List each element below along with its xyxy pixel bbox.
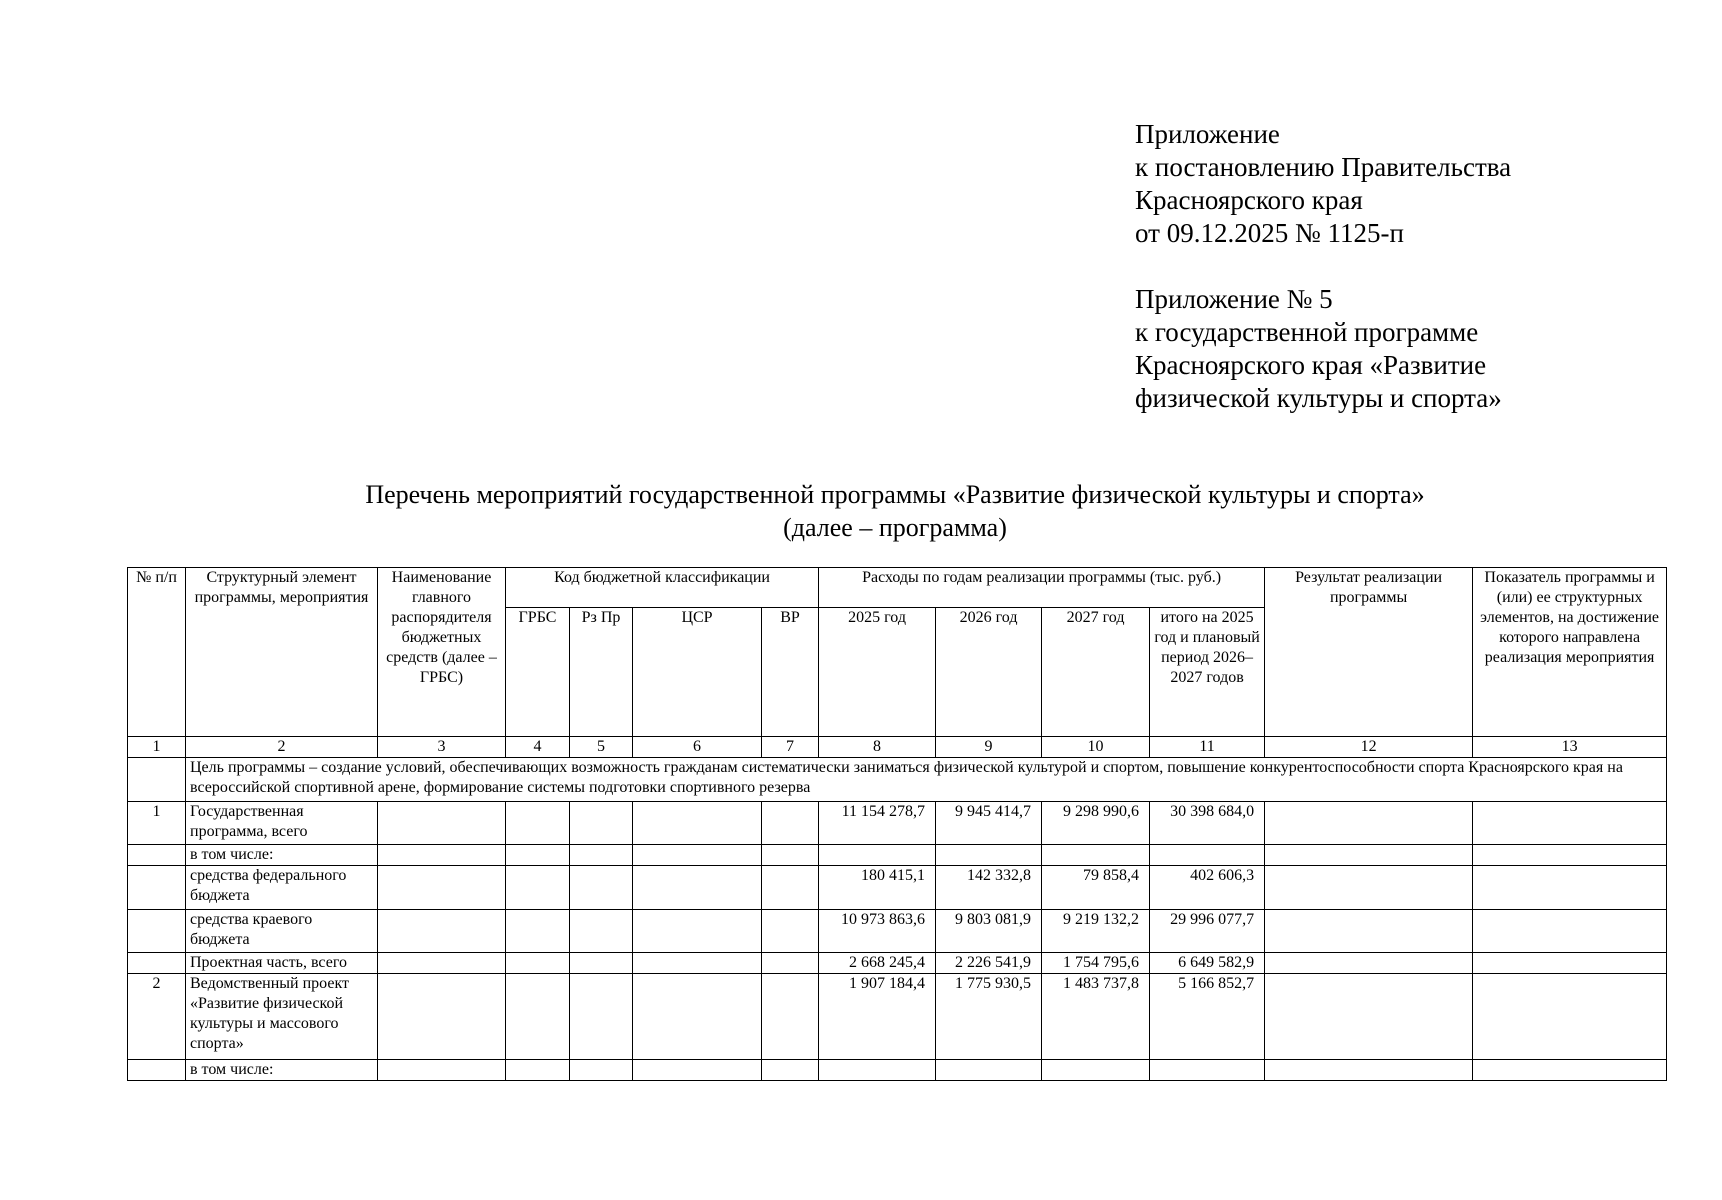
grbs-cell	[506, 801, 570, 844]
col-number: 12	[1265, 737, 1473, 758]
vr-cell	[762, 909, 819, 952]
value-2025: 11 154 278,7	[819, 801, 936, 844]
header-2025: 2025 год	[819, 608, 936, 737]
header-indicator: Показатель программы и (или) ее структурных элементов, на достижение которого направлена реализация мероприятия	[1473, 568, 1667, 737]
row-name: средства краевого бюджета	[186, 909, 378, 952]
rzpr-cell	[570, 801, 633, 844]
csr-cell	[633, 845, 762, 866]
csr-cell	[633, 1059, 762, 1080]
csr-cell	[633, 801, 762, 844]
result-cell	[1265, 909, 1473, 952]
row-name: в том числе:	[186, 845, 378, 866]
value-2026: 1 775 930,5	[936, 974, 1042, 1060]
row-name: Ведомственный проект «Развитие физической культуры и массового спорта»	[186, 974, 378, 1060]
header-2027: 2027 год	[1042, 608, 1150, 737]
indicator-cell	[1473, 974, 1667, 1060]
value-2027	[1042, 1059, 1150, 1080]
goal-row	[128, 758, 1667, 801]
value-2027: 79 858,4	[1042, 866, 1150, 909]
appendix5-line: к государственной программе	[1135, 317, 1479, 347]
indicator-cell	[1473, 845, 1667, 866]
document-subtitle: (далее – программа)	[783, 513, 1007, 542]
value-2026	[936, 1059, 1042, 1080]
result-cell	[1265, 801, 1473, 844]
value-total: 6 649 582,9	[1150, 952, 1265, 973]
row-number	[128, 1059, 186, 1080]
col-number: 13	[1473, 737, 1667, 758]
appendix-line: Приложение	[1135, 119, 1280, 149]
header-element: Структурный элемент программы, мероприятия	[186, 568, 378, 737]
appendix5-line: Приложение № 5	[1135, 284, 1333, 314]
table-row	[128, 974, 1667, 1060]
result-cell	[1265, 952, 1473, 973]
vr-cell	[762, 952, 819, 973]
header-expenses: Расходы по годам реализации программы (тыс. руб.)	[819, 568, 1265, 608]
value-total	[1150, 845, 1265, 866]
value-2025: 10 973 863,6	[819, 909, 936, 952]
table-row	[128, 801, 1667, 844]
col-number: 9	[936, 737, 1042, 758]
table-row	[128, 1059, 1667, 1080]
col-number: 2	[186, 737, 378, 758]
value-2025: 180 415,1	[819, 866, 936, 909]
header-kbk: Код бюджетной классификации	[506, 568, 819, 608]
indicator-cell	[1473, 952, 1667, 973]
value-2026: 9 945 414,7	[936, 801, 1042, 844]
indicator-cell	[1473, 1059, 1667, 1080]
row-name: в том числе:	[186, 1059, 378, 1080]
appendix-header	[1135, 118, 1511, 250]
indicator-cell	[1473, 909, 1667, 952]
grbs-name-cell	[378, 1059, 506, 1080]
header-2026: 2026 год	[936, 608, 1042, 737]
row-number	[128, 909, 186, 952]
col-number: 3	[378, 737, 506, 758]
value-2025: 1 907 184,4	[819, 974, 936, 1060]
row-name: Государственная программа, всего	[186, 801, 378, 844]
grbs-name-cell	[378, 801, 506, 844]
rzpr-cell	[570, 974, 633, 1060]
measures-table	[127, 567, 1667, 1081]
vr-cell	[762, 1059, 819, 1080]
table-row	[128, 952, 1667, 973]
vr-cell	[762, 866, 819, 909]
col-number: 10	[1042, 737, 1150, 758]
rzpr-cell	[570, 845, 633, 866]
grbs-cell	[506, 845, 570, 866]
value-total	[1150, 1059, 1265, 1080]
value-2025	[819, 845, 936, 866]
col-number: 7	[762, 737, 819, 758]
row-number: 2	[128, 974, 186, 1060]
col-number: 11	[1150, 737, 1265, 758]
rzpr-cell	[570, 909, 633, 952]
vr-cell	[762, 845, 819, 866]
value-2026: 2 226 541,9	[936, 952, 1042, 973]
header-result: Результат реализации программы	[1265, 568, 1473, 737]
goal-empty-cell	[128, 758, 186, 801]
rzpr-cell	[570, 1059, 633, 1080]
column-numbers-row	[128, 737, 1667, 758]
result-cell	[1265, 866, 1473, 909]
grbs-cell	[506, 952, 570, 973]
rzpr-cell	[570, 952, 633, 973]
table-row	[128, 909, 1667, 952]
appendix-line: от 09.12.2025 № 1125-п	[1135, 218, 1404, 248]
appendix5-line: Красноярского края «Развитие	[1135, 350, 1487, 380]
header-num: № п/п	[128, 568, 186, 737]
header-vr: ВР	[762, 608, 819, 737]
value-2027: 9 219 132,2	[1042, 909, 1150, 952]
program-goal: Цель программы – создание условий, обеспечивающих возможность гражданам систематически заниматься физической культурой и спортом, повышение конкурентоспособности спорта Красноярского края на всероссийской спортивной арене, формирование системы подготовки спортивного резерва	[186, 758, 1667, 801]
result-cell	[1265, 974, 1473, 1060]
value-2025	[819, 1059, 936, 1080]
header-total: итого на 2025 год и плановый период 2026–2027 годов	[1150, 608, 1265, 737]
row-number	[128, 845, 186, 866]
value-2026: 142 332,8	[936, 866, 1042, 909]
col-number: 4	[506, 737, 570, 758]
csr-cell	[633, 909, 762, 952]
csr-cell	[633, 974, 762, 1060]
appendix-line: к постановлению Правительства	[1135, 152, 1512, 182]
row-name: средства федерального бюджета	[186, 866, 378, 909]
table-row	[128, 866, 1667, 909]
grbs-name-cell	[378, 909, 506, 952]
rzpr-cell	[570, 866, 633, 909]
vr-cell	[762, 974, 819, 1060]
value-2026: 9 803 081,9	[936, 909, 1042, 952]
grbs-name-cell	[378, 952, 506, 973]
appendix5-header	[1135, 283, 1502, 415]
csr-cell	[633, 866, 762, 909]
grbs-cell	[506, 974, 570, 1060]
value-total: 402 606,3	[1150, 866, 1265, 909]
vr-cell	[762, 801, 819, 844]
csr-cell	[633, 952, 762, 973]
col-number: 6	[633, 737, 762, 758]
value-total: 29 996 077,7	[1150, 909, 1265, 952]
grbs-name-cell	[378, 845, 506, 866]
value-2025: 2 668 245,4	[819, 952, 936, 973]
result-cell	[1265, 1059, 1473, 1080]
col-number: 5	[570, 737, 633, 758]
appendix-line: Красноярского края	[1135, 185, 1363, 215]
header-grbs: ГРБС	[506, 608, 570, 737]
grbs-cell	[506, 1059, 570, 1080]
value-2027	[1042, 845, 1150, 866]
appendix5-line: физической культуры и спорта»	[1135, 383, 1502, 413]
value-2027: 9 298 990,6	[1042, 801, 1150, 844]
value-2027: 1 754 795,6	[1042, 952, 1150, 973]
header-csr: ЦСР	[633, 608, 762, 737]
header-row	[128, 568, 1667, 608]
grbs-cell	[506, 909, 570, 952]
grbs-cell	[506, 866, 570, 909]
col-number: 1	[128, 737, 186, 758]
table-row	[128, 845, 1667, 866]
col-number: 8	[819, 737, 936, 758]
value-2026	[936, 845, 1042, 866]
result-cell	[1265, 845, 1473, 866]
grbs-name-cell	[378, 866, 506, 909]
value-total: 5 166 852,7	[1150, 974, 1265, 1060]
grbs-name-cell	[378, 974, 506, 1060]
row-number: 1	[128, 801, 186, 844]
header-grbs-name: Наименование главного распорядителя бюджетных средств (далее – ГРБС)	[378, 568, 506, 737]
row-name: Проектная часть, всего	[186, 952, 378, 973]
row-number	[128, 866, 186, 909]
value-total: 30 398 684,0	[1150, 801, 1265, 844]
document-title: Перечень мероприятий государственной программы «Развитие физической культуры и спорта»	[365, 480, 1425, 509]
indicator-cell	[1473, 866, 1667, 909]
indicator-cell	[1473, 801, 1667, 844]
row-number	[128, 952, 186, 973]
value-2027: 1 483 737,8	[1042, 974, 1150, 1060]
header-rzpr: Рз Пр	[570, 608, 633, 737]
